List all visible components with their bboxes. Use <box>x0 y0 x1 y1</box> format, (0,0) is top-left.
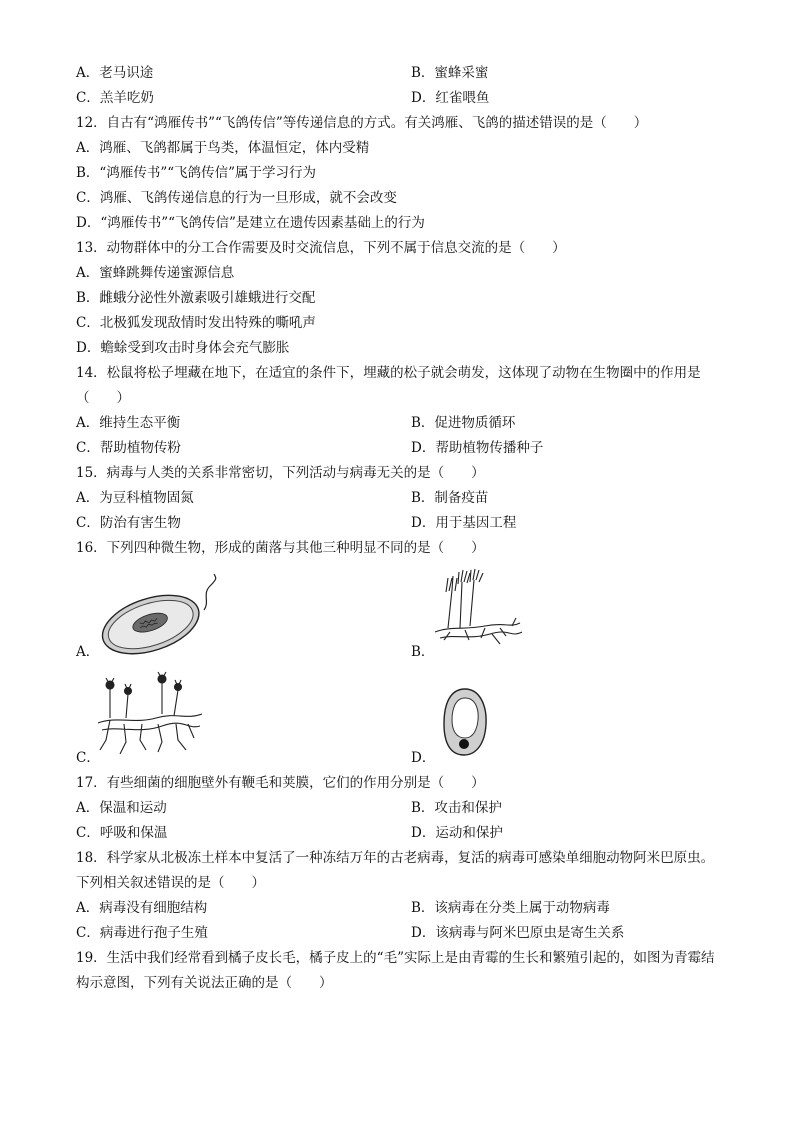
q16-label-c: C． <box>76 750 100 766</box>
q14-stem: 14．松鼠将松子埋藏在地下，在适宜的条件下，埋藏的松子就会萌发，这体现了动物在生物圈中的作用是 <box>76 365 701 381</box>
q14-option-a: A．维持生态平衡 <box>76 415 181 431</box>
q12-option-a: A．鸿雁、飞鸽都属于鸟类，体温恒定，体内受精 <box>76 140 370 156</box>
penicillium-figure <box>430 568 525 650</box>
q13-option-c: C．北极狐发现敌情时发出特殊的嘶吼声 <box>76 315 316 331</box>
q15-stem: 15．病毒与人类的关系非常密切，下列活动与病毒无关的是（ ） <box>76 465 485 481</box>
q14-option-d: D．帮助植物传播种子 <box>411 440 544 456</box>
q13-option-b: B．雌蛾分泌性外激素吸引雄蛾进行交配 <box>76 290 316 306</box>
q14-option-c: C．帮助植物传粉 <box>76 440 181 456</box>
q18-option-a: A．病毒没有细胞结构 <box>76 900 208 916</box>
q16-label-d: D． <box>411 750 436 766</box>
q17-option-d: D．运动和保护 <box>411 825 503 841</box>
q13-option-a: A．蜜蜂跳舞传递蜜源信息 <box>76 265 235 281</box>
q14-option-b: B．促进物质循环 <box>411 415 516 431</box>
q18-option-d: D．该病毒与阿米巴原虫是寄生关系 <box>411 925 625 941</box>
q16-stem: 16．下列四种微生物，形成的菌落与其他三种明显不同的是（ ） <box>76 540 485 556</box>
q19-stem: 19．生活中我们经常看到橘子皮长毛，橘子皮上的“毛”实际上是由青霉的生长和繁殖引起的，如图为青霉结 <box>76 950 715 966</box>
q17-stem: 17．有些细菌的细胞壁外有鞭毛和荚膜，它们的作用分别是（ ） <box>76 775 485 791</box>
q17-option-b: B．攻击和保护 <box>411 800 502 816</box>
q12-option-c: C．鸿雁、飞鸽传递信息的行为一旦形成，就不会改变 <box>76 190 397 206</box>
q18-stem-cont: 下列相关叙述错误的是（ ） <box>76 875 265 891</box>
q17-option-c: C．呼吸和保温 <box>76 825 168 841</box>
q17-option-a: A．保温和运动 <box>76 800 167 816</box>
q11-option-b: B．蜜蜂采蜜 <box>411 65 489 81</box>
q18-option-b: B．该病毒在分类上属于动物病毒 <box>411 900 610 916</box>
q18-stem: 18．科学家从北极冻土样本中复活了一种冻结万年的古老病毒，复活的病毒可感染单细胞动物阿米巴原虫。 <box>76 850 715 866</box>
q16-label-b: B． <box>411 644 435 660</box>
mold-figure <box>96 668 206 760</box>
q12-option-d: D．“鸿雁传书”“飞鸽传信”是建立在遗传因素基础上的行为 <box>76 215 425 231</box>
q19-stem-cont: 构示意图，下列有关说法正确的是（ ） <box>76 975 333 991</box>
q15-option-b: B．制备疫苗 <box>411 490 489 506</box>
q15-option-d: D．用于基因工程 <box>411 515 517 531</box>
q13-option-d: D．蟾蜍受到攻击时身体会充气膨胀 <box>76 340 290 356</box>
q11-option-c: C．羔羊吃奶 <box>76 90 154 106</box>
q12-stem: 12．自古有“鸿雁传书”“飞鸽传信”等传递信息的方式。有关鸿雁、飞鸽的描述错误的是（ ） <box>76 115 648 131</box>
q14-stem-blank: （ ） <box>76 390 130 406</box>
q16-label-a: A． <box>76 644 100 660</box>
yeast-cell-figure <box>440 686 490 758</box>
bacterium-figure <box>92 572 232 662</box>
q13-stem: 13．动物群体中的分工合作需要及时交流信息，下列不属于信息交流的是（ ） <box>76 240 566 256</box>
q11-option-d: D．红雀喂鱼 <box>411 90 490 106</box>
q11-option-a: A．老马识途 <box>76 65 154 81</box>
q12-option-b: B．“鸿雁传书”“飞鸽传信”属于学习行为 <box>76 165 317 181</box>
q15-option-c: C．防治有害生物 <box>76 515 181 531</box>
q18-option-c: C．病毒进行孢子生殖 <box>76 925 208 941</box>
q15-option-a: A．为豆科植物固氮 <box>76 490 194 506</box>
